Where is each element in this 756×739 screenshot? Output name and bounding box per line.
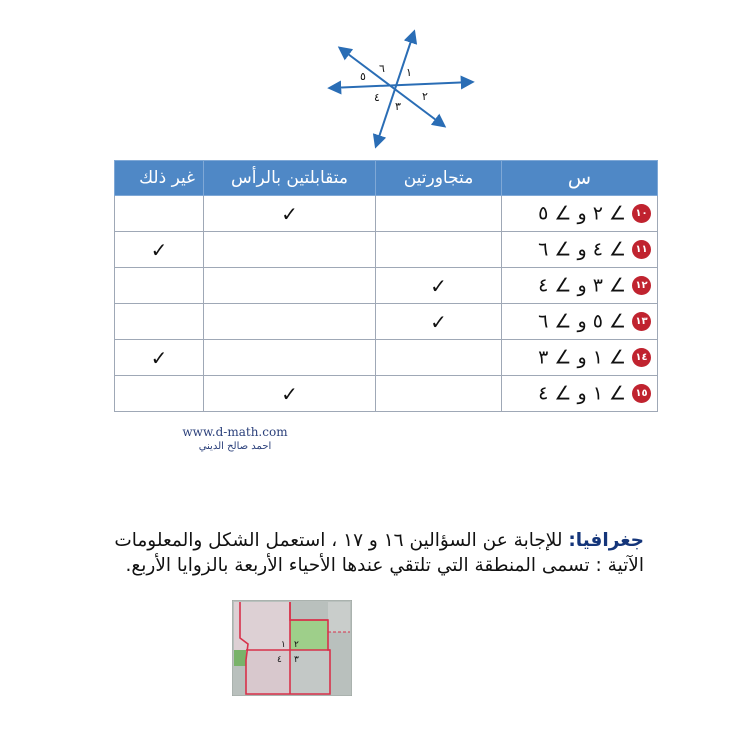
adjacent-cell bbox=[376, 232, 502, 268]
line-c bbox=[376, 32, 414, 146]
header-question: س bbox=[502, 161, 658, 196]
other-cell bbox=[115, 340, 204, 376]
other-cell bbox=[115, 196, 204, 232]
geography-question bbox=[100, 528, 644, 578]
check-mark-icon: ✓ bbox=[150, 237, 168, 262]
table-row bbox=[115, 340, 658, 376]
geography-label: جغرافيا: bbox=[568, 530, 644, 551]
map-angle-label-2: ٢ bbox=[294, 640, 299, 650]
question-text: ∠ ١ و ∠ ٤ bbox=[538, 382, 626, 405]
other-cell bbox=[115, 268, 204, 304]
vertical-cell bbox=[204, 268, 376, 304]
line-a bbox=[330, 82, 472, 88]
author-name: احمد صالح الديني bbox=[198, 441, 272, 452]
map-angle-label-3: ٣ bbox=[294, 655, 299, 665]
angle-label-4: ٤ bbox=[374, 91, 380, 104]
question-text: ∠ ١ و ∠ ٣ bbox=[538, 346, 626, 369]
header-adjacent: متجاورتين bbox=[376, 161, 502, 196]
angle-label-6: ٦ bbox=[379, 62, 385, 75]
question-number-badge: ١٤ bbox=[632, 348, 651, 367]
question-number-badge: ١١ bbox=[632, 240, 651, 259]
other-cell bbox=[115, 376, 204, 412]
check-mark-icon: ✓ bbox=[430, 309, 447, 334]
question-cell bbox=[502, 340, 658, 376]
adjacent-cell bbox=[376, 304, 502, 340]
question-number-badge: ١٠ bbox=[632, 204, 651, 223]
question-text: ∠ ٤ و ∠ ٦ bbox=[538, 238, 626, 261]
neighborhood-map bbox=[232, 600, 352, 696]
angle-label-1: ١ bbox=[406, 66, 412, 79]
site-url: www.d-math.com bbox=[182, 425, 288, 439]
question-number-badge: ١٥ bbox=[632, 384, 651, 403]
watermark-credit bbox=[170, 425, 300, 452]
question-cell bbox=[502, 268, 658, 304]
angle-classification-table bbox=[114, 160, 658, 412]
table-row bbox=[115, 304, 658, 340]
check-mark-icon: ✓ bbox=[150, 345, 168, 370]
check-mark-icon: ✓ bbox=[281, 201, 298, 226]
adjacent-cell bbox=[376, 340, 502, 376]
map-angle-label-1: ١ bbox=[281, 640, 286, 650]
vertical-cell bbox=[204, 376, 376, 412]
vertical-cell bbox=[204, 196, 376, 232]
question-cell bbox=[502, 196, 658, 232]
adjacent-cell bbox=[376, 196, 502, 232]
check-mark-icon: ✓ bbox=[281, 381, 298, 406]
table-header-row bbox=[115, 161, 658, 196]
question-cell bbox=[502, 232, 658, 268]
vertical-cell bbox=[204, 232, 376, 268]
intersecting-lines-figure bbox=[326, 28, 476, 152]
question-cell bbox=[502, 304, 658, 340]
angle-label-2: ٢ bbox=[422, 90, 428, 103]
check-mark-icon: ✓ bbox=[430, 273, 447, 298]
question-number-badge: ١٢ bbox=[632, 276, 651, 295]
geography-body: للإجابة عن السؤالين ١٦ و ١٧ ، استعمل الشكل والمعلومات الآتية : تسمى المنطقة التي تلتقي عندها الأحياء الأربعة بالزوايا الأربع. bbox=[114, 530, 644, 576]
header-other: غير ذلك bbox=[115, 161, 204, 196]
angle-label-3: ٣ bbox=[395, 100, 401, 113]
question-cell bbox=[502, 376, 658, 412]
question-text: ∠ ٣ و ∠ ٤ bbox=[538, 274, 626, 297]
map-region-top-right-strip bbox=[328, 602, 350, 632]
map-region-left-green bbox=[234, 650, 246, 666]
table-row bbox=[115, 268, 658, 304]
map-angle-label-4: ٤ bbox=[277, 655, 282, 665]
table-row bbox=[115, 232, 658, 268]
vertical-cell bbox=[204, 340, 376, 376]
question-number-badge: ١٣ bbox=[632, 312, 651, 331]
angle-label-5: ٥ bbox=[360, 70, 366, 83]
vertical-cell bbox=[204, 304, 376, 340]
adjacent-cell bbox=[376, 268, 502, 304]
header-vertical: متقابلتين بالرأس bbox=[204, 161, 376, 196]
map-region-bottom-left bbox=[246, 650, 290, 694]
other-cell bbox=[115, 232, 204, 268]
question-text: ∠ ٢ و ∠ ٥ bbox=[538, 202, 626, 225]
other-cell bbox=[115, 304, 204, 340]
adjacent-cell bbox=[376, 376, 502, 412]
table-row bbox=[115, 376, 658, 412]
question-text: ∠ ٥ و ∠ ٦ bbox=[538, 310, 626, 333]
table-row bbox=[115, 196, 658, 232]
